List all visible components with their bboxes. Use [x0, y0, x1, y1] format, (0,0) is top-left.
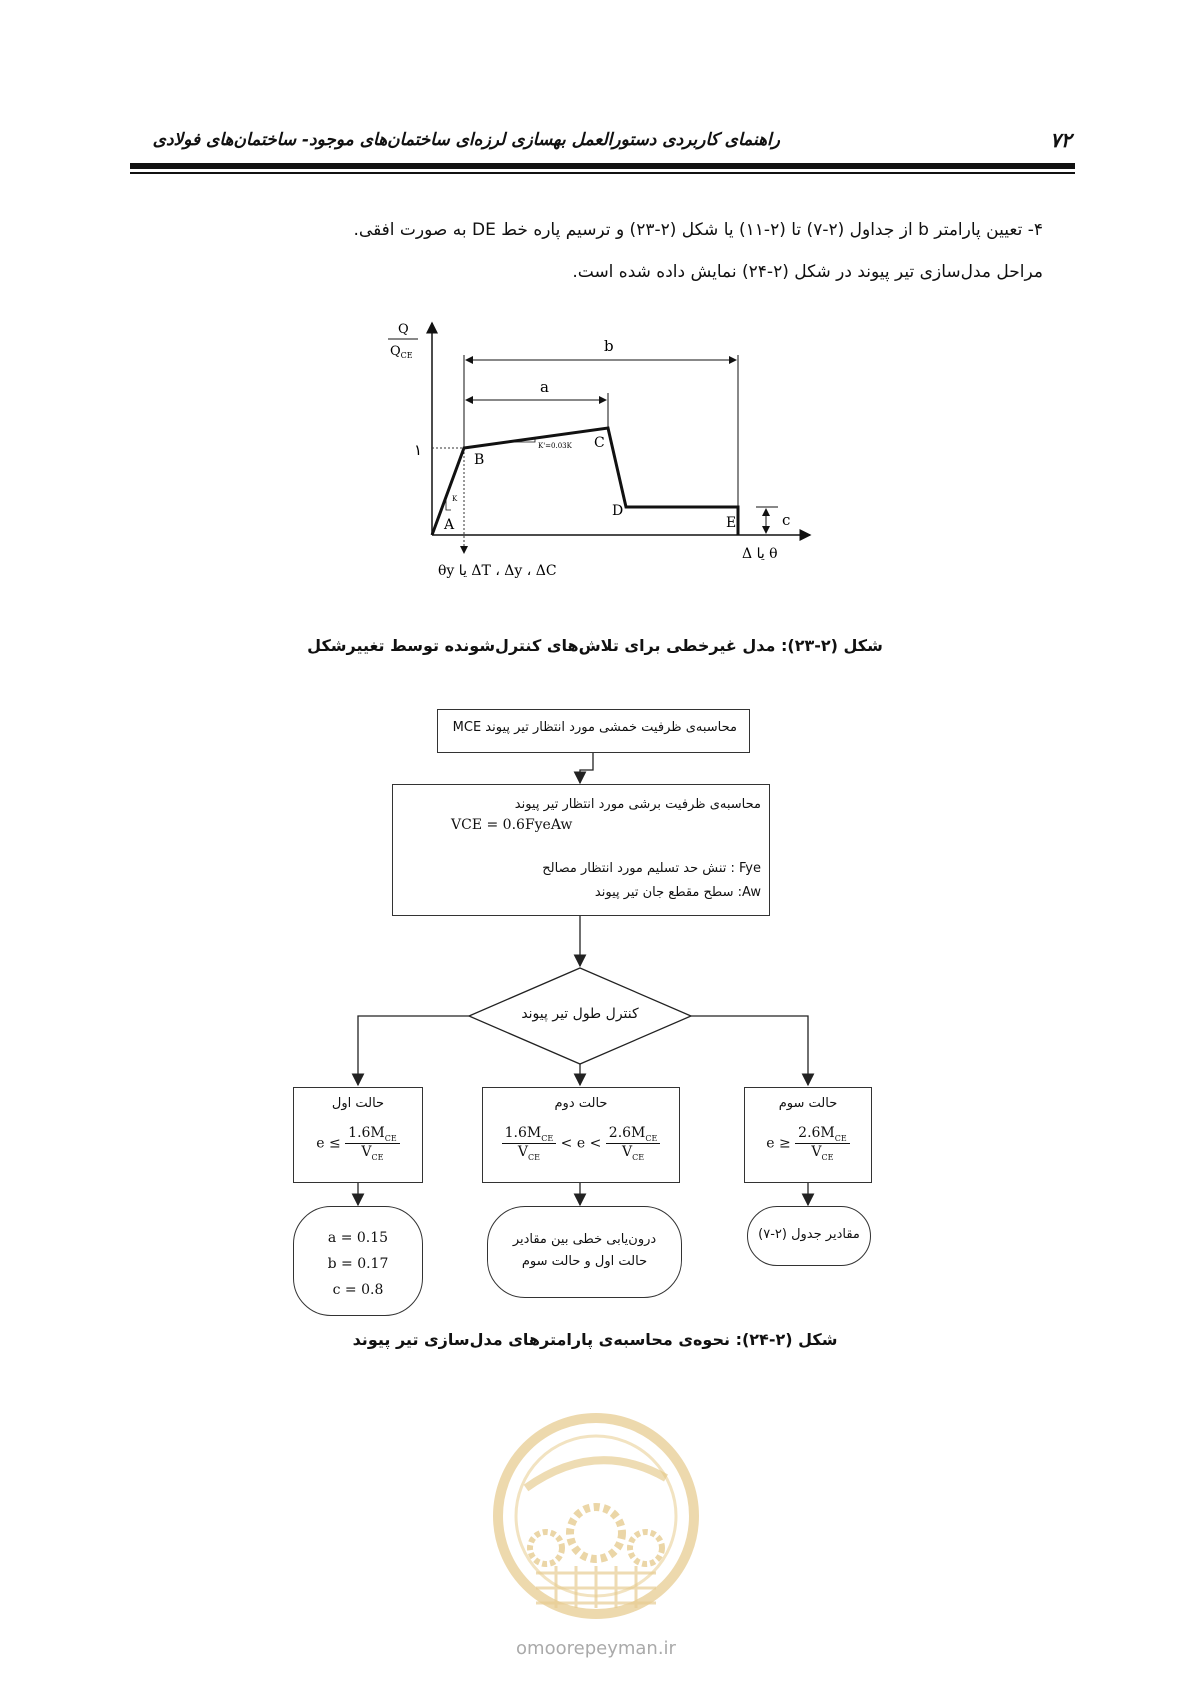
case-2-title: حالت دوم [554, 1096, 608, 1111]
result-1-pill [293, 1206, 423, 1316]
x-axis-label: Δ یا θ [742, 546, 778, 562]
flow-box-shear-capacity [392, 784, 770, 916]
body-paragraph-2: مراحل مدل‌سازی تیر پیوند در شکل (۲-۲۴) نمایش داده شده است. [572, 262, 1043, 282]
case-1-title: حالت اول [331, 1096, 385, 1111]
k-label: K [452, 495, 458, 503]
result-1-values [294, 1225, 422, 1303]
result-2-text: درون‌یابی خطی بین مقادیر حالت اول و حالت سوم [512, 1232, 657, 1269]
case-1-condition [294, 1125, 422, 1162]
point-e: E [726, 515, 737, 531]
case-1-fraction [345, 1125, 400, 1162]
case-2-right-denominator-sub: CE [632, 1152, 645, 1162]
watermark-site: omoorepeyman.ir [516, 1638, 676, 1659]
label-b: b [604, 337, 614, 355]
result-1-b: b = 0.17 [327, 1256, 389, 1272]
case-2-left-numerator: 1.6M [504, 1125, 542, 1141]
case-2-left-denominator-sub: CE [528, 1152, 540, 1162]
point-d: D [612, 503, 624, 519]
label-c: c [782, 511, 791, 529]
case-2-fraction-right [606, 1125, 661, 1162]
label-a: a [540, 378, 549, 396]
case-2-box [482, 1087, 680, 1183]
body-paragraph-1: ۴- تعیین پارامتر b از جداول (۲-۷) تا (۲-۱۱) یا شکل (۲-۲۳) و ترسیم پاره خط DE به صورت افقی. [353, 220, 1043, 240]
case-1-box [293, 1087, 423, 1183]
y-tick-one: ۱ [414, 441, 423, 459]
point-c: C [594, 435, 605, 451]
connector-box1-box2 [580, 753, 593, 783]
case-1-numerator-sub: CE [384, 1133, 397, 1143]
case-2-fraction-left [502, 1125, 557, 1162]
result-3-text: مقادیر جدول (۲-۷) [758, 1227, 860, 1242]
result-3-pill [747, 1206, 871, 1266]
case-2-right-denominator: V [622, 1143, 633, 1160]
point-b: B [474, 452, 485, 468]
case-3-box [744, 1087, 872, 1183]
aw-definition: Aw: سطح مقطع جان تیر پیوند [594, 885, 761, 900]
case-3-numerator-sub: CE [834, 1133, 847, 1143]
case-3-denominator: V [811, 1143, 822, 1160]
figure-24-caption: شکل (۲-۲۴): نحوه‌ی محاسبه‌ی پارامترهای مدل‌سازی تیر پیوند [352, 1330, 838, 1349]
case-2-right-numerator: 2.6M [608, 1125, 646, 1141]
case-3-denominator-sub: CE [821, 1152, 834, 1162]
watermark-seal-logo [476, 1408, 716, 1648]
result-1-c: c = 0.8 [332, 1282, 384, 1298]
result-1-a: a = 0.15 [327, 1230, 389, 1246]
fye-definition: Fye : تنش حد تسلیم مورد انتظار مصالح [542, 861, 761, 876]
case-2-relation: < e < [560, 1135, 602, 1152]
shear-capacity-formula: VCE = 0.6FyeAw [451, 817, 573, 833]
point-a: A [444, 517, 455, 533]
running-header-title: راهنمای کاربردی دستورالعمل بهسازی لرزه‌ای ساختمان‌های موجود- ساختمان‌های فولادی [152, 130, 780, 150]
case-2-left-numerator-sub: CE [541, 1133, 554, 1143]
case-3-relation: e ≥ [766, 1135, 791, 1152]
case-2-right-numerator-sub: CE [645, 1133, 658, 1143]
x-bottom-label: θy یا ΔT ، Δy ، ΔC [438, 563, 557, 579]
case-1-numerator: 1.6M [348, 1125, 385, 1141]
decision-label: کنترل طول تیر پیوند [521, 1006, 639, 1022]
case-3-numerator: 2.6M [798, 1125, 835, 1141]
slope-label: K'=0.03K [538, 442, 572, 450]
flow-box-bending-capacity: محاسبه‌ی ظرفیت خمشی مورد انتظار تیر پیوند MCE [437, 709, 750, 753]
result-2-pill [487, 1206, 682, 1298]
case-2-left-denominator: V [517, 1143, 528, 1160]
shear-capacity-title: محاسبه‌ی ظرفیت برشی مورد انتظار تیر پیوند [514, 797, 761, 812]
figure-23-caption: شکل (۲-۲۳): مدل غیرخطی برای تلاش‌های کنترل‌شونده توسط تغییرشکل [307, 636, 883, 655]
case-2-condition [483, 1125, 679, 1162]
connector-decision-case1 [358, 1016, 469, 1085]
connector-decision-case3 [691, 1016, 808, 1085]
case-3-fraction [795, 1125, 850, 1162]
case-1-denominator-sub: CE [371, 1152, 384, 1162]
case-1-relation: e ≤ [316, 1135, 341, 1152]
case-1-denominator: V [361, 1143, 372, 1160]
case-3-title: حالت سوم [778, 1096, 838, 1111]
page-number: ۷۲ [1050, 128, 1072, 152]
case-3-condition [745, 1125, 871, 1162]
y-axis-label-numerator: Q [398, 322, 409, 337]
y-axis-label-denominator: $Q_{CE}$ [390, 344, 413, 360]
